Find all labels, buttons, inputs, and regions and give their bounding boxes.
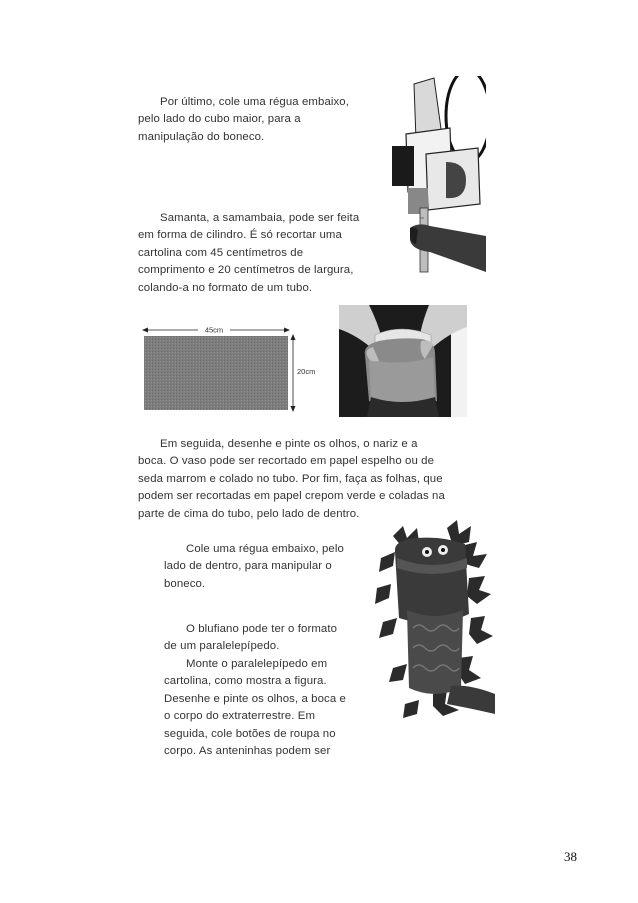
text-line: O blufiano pode ter o formato xyxy=(186,623,338,635)
text-line: cartolina com 45 centímetros de xyxy=(138,246,304,259)
text-line: Cole uma régua embaixo, pelo xyxy=(186,543,344,555)
text-line: comprimento e 20 centímetros de largura, xyxy=(138,264,354,277)
text-line: manipulação do boneco. xyxy=(138,130,265,143)
text-line: lado de dentro, para manipular o xyxy=(164,560,332,573)
text-line: cartolina, como mostra a figura. xyxy=(164,675,327,688)
text-line: parte de cima do tubo, pelo lado de dentro. xyxy=(138,507,360,520)
page-number: 38 xyxy=(564,849,577,864)
arrow-left-icon xyxy=(142,328,148,333)
height-label: 20cm xyxy=(297,367,316,376)
text-line: Desenhe e pinte os olhos, a boca e xyxy=(164,692,346,705)
paragraph-blufiano-shape xyxy=(164,621,337,656)
cardboard-dimension-diagram xyxy=(140,324,320,416)
paragraph-face-vase-leaves xyxy=(138,436,445,523)
text-line: Em seguida, desenhe e pinte os olhos, o nariz e a xyxy=(160,438,418,450)
photo-puppet-with-ruler xyxy=(386,76,486,274)
text-line: Por último, cole uma régua embaixo, xyxy=(160,96,350,108)
arrow-down-icon xyxy=(291,406,296,412)
text-line: boneco. xyxy=(164,577,206,590)
text-line: Samanta, a samambaia, pode ser feita xyxy=(160,212,360,224)
text-line: pelo lado do cubo maior, para a xyxy=(138,113,301,126)
text-line: de um paralelepípedo. xyxy=(164,640,280,653)
cardboard-rectangle xyxy=(144,336,288,410)
text-line: seguida, cole botões de roupa no xyxy=(164,727,336,740)
paragraph-fern-cylinder xyxy=(138,210,359,297)
arrow-right-icon xyxy=(284,328,290,333)
text-line: em forma de cilindro. É só recortar uma xyxy=(138,229,342,242)
width-label: 45cm xyxy=(204,325,224,335)
text-line: seda marrom e colado no tubo. Por fim, faça as folhas, que xyxy=(138,472,443,485)
photo-hands-rolling-cylinder xyxy=(339,305,467,417)
text-line: boca. O vaso pode ser recortado em papel espelho ou de xyxy=(138,455,435,468)
text-line: colando-a no formato de um tubo. xyxy=(138,281,313,294)
text-line: podem ser recortadas em papel crepom verde e coladas na xyxy=(138,490,445,503)
text-line: Monte o paralelepípedo em xyxy=(186,658,328,670)
photo-fern-puppet xyxy=(373,518,495,726)
paragraph-ruler-instruction xyxy=(138,94,349,146)
paragraph-ruler-inside xyxy=(164,541,344,593)
arrow-up-icon xyxy=(291,334,296,340)
text-line: corpo. As anteninhas podem ser xyxy=(164,745,331,758)
text-line: o corpo do extraterrestre. Em xyxy=(164,710,316,723)
paragraph-blufiano-assembly xyxy=(164,656,346,760)
